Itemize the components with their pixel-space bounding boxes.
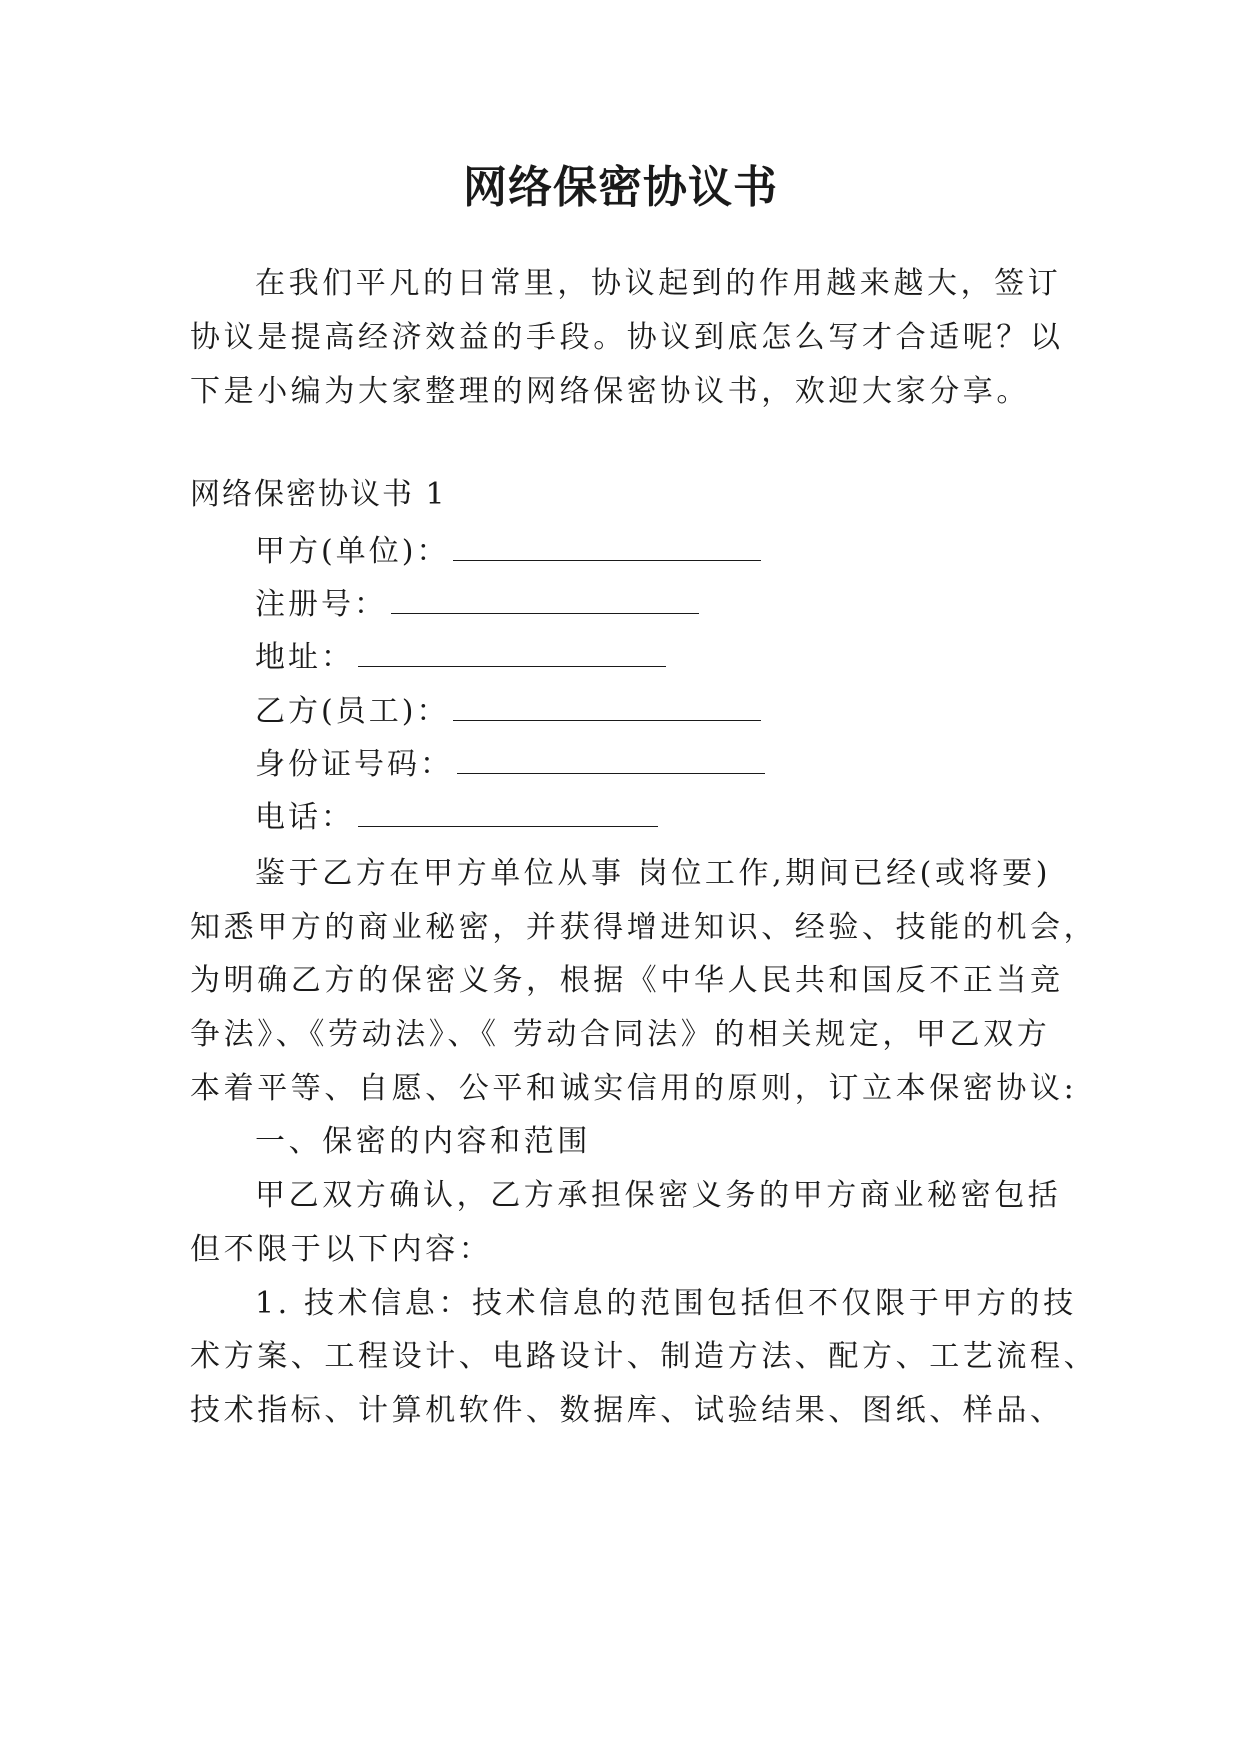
field-row <box>255 798 658 838</box>
field-row <box>255 745 765 785</box>
body-line: 争法》、《劳动法》、《 劳动合同法》的相关规定，甲乙双方 <box>190 1017 1051 1052</box>
body-line: 知悉甲方的商业秘密，并获得增进知识、经验、技能的机会， <box>190 910 1098 945</box>
field-label: 注册号： <box>255 587 387 622</box>
intro-line: 下是小编为大家整理的网络保密协议书，欢迎大家分享。 <box>190 374 1030 409</box>
field-label: 乙方(员工)： <box>255 694 450 729</box>
body-line: 技术指标、计算机软件、数据库、试验结果、图纸、样品、 <box>190 1393 1064 1428</box>
body-line: 1. 技术信息：技术信息的范围包括但不仅限于甲方的技 <box>255 1286 1077 1321</box>
fill-in-blank <box>358 800 658 827</box>
field-label: 地址： <box>255 640 354 675</box>
field-row <box>255 585 699 625</box>
field-row <box>255 692 761 732</box>
field-row <box>255 532 761 572</box>
intro-line: 在我们平凡的日常里，协议起到的作用越来越大，签订 <box>255 266 1062 301</box>
section-heading: 一、保密的内容和范围 <box>255 1124 591 1159</box>
body-line: 甲乙双方确认，乙方承担保密义务的甲方商业秘密包括 <box>255 1178 1062 1213</box>
fill-in-blank <box>391 587 699 614</box>
field-label: 身份证号码： <box>255 747 453 782</box>
field-row <box>255 638 666 678</box>
fill-in-blank <box>457 747 765 774</box>
body-line: 鉴于乙方在甲方单位从事 岗位工作,期间已经(或将要) <box>255 856 1052 891</box>
document-title: 网络保密协议书 <box>463 162 778 213</box>
body-line: 但不限于以下内容： <box>190 1232 493 1267</box>
section-title: 网络保密协议书 1 <box>190 477 447 512</box>
fill-in-blank <box>358 640 666 667</box>
fill-in-blank <box>453 534 761 561</box>
body-line: 为明确乙方的保密义务，根据《中华人民共和国反不正当竞 <box>190 963 1064 998</box>
body-line: 术方案、工程设计、电路设计、制造方法、配方、工艺流程、 <box>190 1339 1098 1374</box>
fill-in-blank <box>453 694 761 721</box>
body-line: 本着平等、自愿、公平和诚实信用的原则，订立本保密协议: <box>190 1071 1078 1106</box>
intro-line: 协议是提高经济效益的手段。协议到底怎么写才合适呢？以 <box>190 320 1064 355</box>
field-label: 甲方(单位)： <box>255 534 450 569</box>
field-label: 电话： <box>255 800 354 835</box>
